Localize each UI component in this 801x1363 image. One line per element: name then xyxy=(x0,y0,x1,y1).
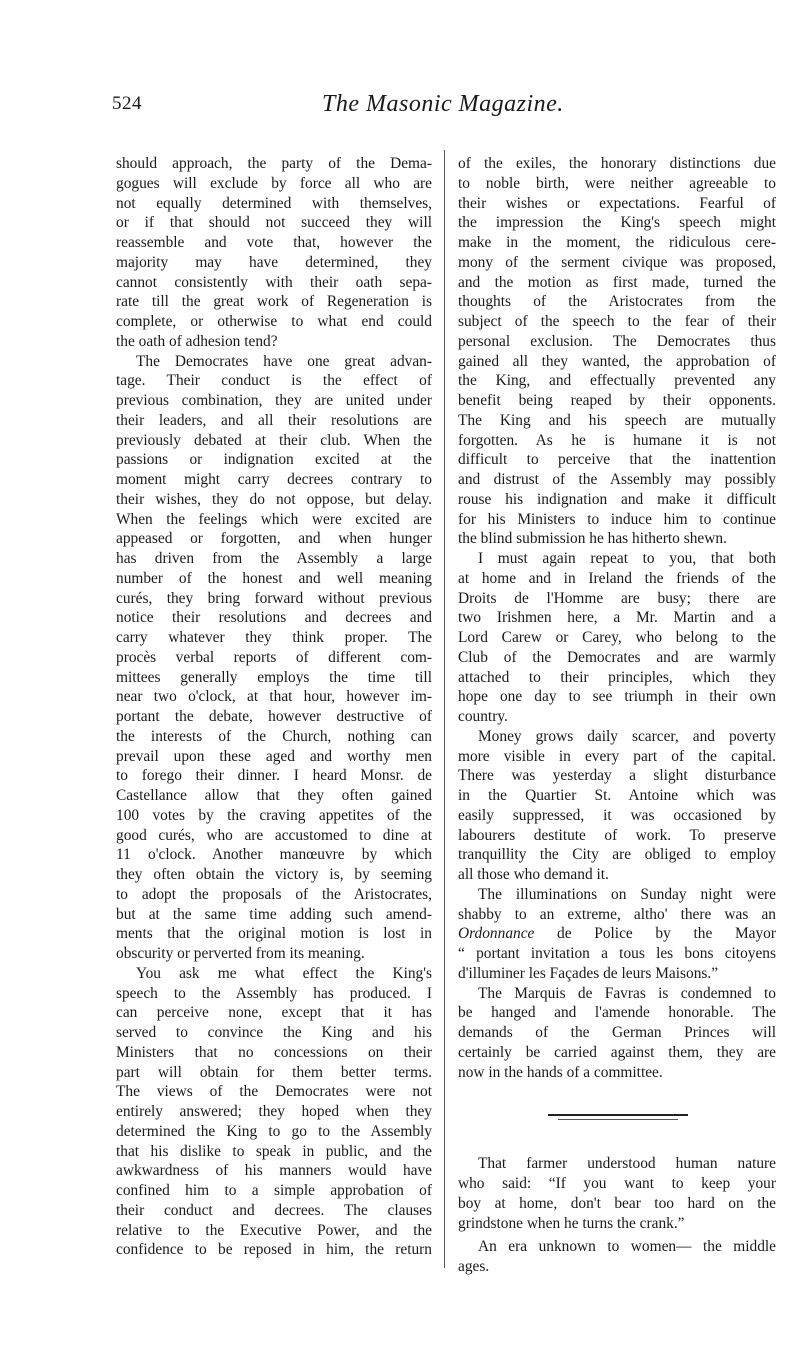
text-line: be hanged and l'amende honorable. The xyxy=(458,1004,776,1022)
text-line: There was yesterday a slight disturbance xyxy=(458,767,776,785)
text-line: and the motion as first made, turned the xyxy=(458,273,776,291)
text-line: complete, or otherwise to what end could xyxy=(116,313,432,330)
text-line: to noble birth, were neither agreeable to xyxy=(458,174,776,192)
text-line: they often obtain the victory is, by seeming xyxy=(116,866,432,883)
text-line: Ordonnance de Police by the Mayor xyxy=(458,925,776,943)
text-line: attached to their principles, which they xyxy=(458,668,776,686)
spacer xyxy=(458,1082,776,1106)
spacer xyxy=(458,1130,776,1154)
text-line: grindstone when he turns the crank.” xyxy=(458,1214,685,1232)
text-line: moment might carry decrees contrary to xyxy=(116,471,432,488)
text-line: good curés, who are accustomed to dine at xyxy=(116,826,432,844)
text-line: ments that the original motion is lost in xyxy=(116,925,432,943)
text-line: entirely answered; they hoped when they xyxy=(116,1103,432,1120)
text-line: can perceive none, except that it has xyxy=(116,1004,432,1022)
text-line: shabby to an extreme, altho' there was an xyxy=(458,905,776,923)
text-line: carry whatever they think proper. The xyxy=(116,629,432,646)
right-column xyxy=(458,154,776,1277)
text-line: near two o'clock, at that hour, however im- xyxy=(116,688,432,706)
text-line: demands of the German Princes will xyxy=(458,1024,776,1041)
page-header xyxy=(112,93,782,127)
text-line: speech to the Assembly has produced. I xyxy=(116,984,432,1002)
text-line: rouse his indignation and make it difficult xyxy=(458,490,776,508)
text-line: obscurity or perverted from its meaning. xyxy=(116,945,365,962)
text-line: their wishes or expectations. Fearful of xyxy=(458,194,776,212)
text-line: but at the same time adding such amend- xyxy=(116,905,432,923)
text-line: the King, and effectually prevented any xyxy=(458,372,776,390)
page-number: 524 xyxy=(112,93,142,114)
text-line: 11 o'clock. Another manœuvre by which xyxy=(116,846,432,864)
text-line: awkwardness of his manners would have xyxy=(116,1162,432,1180)
text-line: for his Ministers to induce him to continue xyxy=(458,510,776,528)
text-line: previously debated at their club. When the xyxy=(116,431,432,449)
text-line: majority may have determined, they xyxy=(116,253,432,271)
text-line: When the feelings which were excited are xyxy=(116,510,432,528)
text-line: Club of the Democrates and are warmly xyxy=(458,648,776,666)
text-line: That farmer understood human nature xyxy=(478,1155,776,1173)
left-column xyxy=(116,154,432,1260)
text-line: The Democrates have one great advan- xyxy=(136,352,432,370)
text-line: not equally determined with themselves, xyxy=(116,194,432,212)
text-line: confined him to a simple approbation of xyxy=(116,1182,432,1199)
text-line: You ask me what effect the King's xyxy=(136,964,432,982)
text-line: prevail upon these aged and worthy men xyxy=(116,747,432,765)
text-line: subject of the speech to the fear of their xyxy=(458,313,776,330)
text-line: Castellance allow that they often gained xyxy=(116,787,432,804)
text-line: cannot consistently with their oath sepa- xyxy=(116,273,432,291)
text-line: in the Quartier St. Antoine which was xyxy=(458,787,776,804)
text-line: mony of the serment civique was proposed, xyxy=(458,253,776,271)
article-continuation xyxy=(458,154,776,1082)
running-title: The Masonic Magazine. xyxy=(322,91,564,117)
text-line: benefit being reaped by their opponents. xyxy=(458,392,776,409)
text-line: who said: “If you want to keep your xyxy=(458,1175,776,1192)
text-line: the impression the King's speech might xyxy=(458,214,776,232)
text-line: Ministers that no concessions on their xyxy=(116,1043,432,1061)
text-line: should approach, the party of the Dema- xyxy=(116,155,432,172)
text-line: curés, they bring forward without previous xyxy=(116,589,432,607)
text-line: easily suppressed, it was occasioned by xyxy=(458,806,776,824)
text-line: two Irishmen here, a Mr. Martin and a xyxy=(458,609,776,627)
text-line: Lord Carew or Carey, who belong to the xyxy=(458,629,776,646)
text-line: or if that should not succeed they will xyxy=(116,214,432,232)
text-line: that his dislike to speak in public, and the xyxy=(116,1142,432,1160)
text-line: to forego their dinner. I heard Monsr. de xyxy=(116,767,432,785)
text-line: portant the debate, however destructive of xyxy=(116,708,432,725)
text-line: appeased or forgotten, and when hunger xyxy=(116,530,432,548)
text-line: served to convince the King and his xyxy=(116,1024,432,1041)
text-line: number of the honest and well meaning xyxy=(116,569,432,587)
text-line: The views of the Democrates were not xyxy=(116,1083,432,1101)
text-line: forgotten. As he is humane it is not xyxy=(458,431,776,449)
text-line: The King and his speech are mutually xyxy=(458,411,776,429)
text-line: the interests of the Church, nothing can xyxy=(116,727,432,745)
text-line: notice their resolutions and decrees and xyxy=(116,609,432,627)
text-line: thoughts of the Aristocrates from the xyxy=(458,293,776,311)
text-line: tage. Their conduct is the effect of xyxy=(116,372,432,390)
text-line: I must again repeat to you, that both xyxy=(478,550,776,567)
text-line: certainly be carried against them, they are xyxy=(458,1043,776,1061)
text-line: 100 votes by the craving appetites of the xyxy=(116,806,432,824)
text-line: Droits de l'Homme are busy; there are xyxy=(458,589,776,607)
text-line: their leaders, and all their resolutions are xyxy=(116,411,432,429)
text-line: has driven from the Assembly a large xyxy=(116,550,432,567)
text-line: personal exclusion. The Democrates thus xyxy=(458,332,776,350)
text-line: The illuminations on Sunday night were xyxy=(478,885,776,903)
text-line: all those who demand it. xyxy=(458,866,609,883)
text-line: determined the King to go to the Assembly xyxy=(116,1122,432,1140)
text-line: Money grows daily scarcer, and poverty xyxy=(478,727,776,745)
text-line: hope one day to see triumph in their own xyxy=(458,688,776,706)
text-line: boy at home, don't bear too hard on the xyxy=(458,1194,776,1212)
text-line: their wishes, they do not oppose, but delay. xyxy=(116,490,432,508)
text-line: now in the hands of a committee. xyxy=(458,1063,663,1081)
text-line: labourers destitute of work. To preserve xyxy=(458,826,776,844)
text-line: An era unknown to women— the middle xyxy=(478,1238,776,1256)
text-line: The Marquis de Favras is condemned to xyxy=(478,984,776,1002)
text-line: difficult to perceive that the inattention xyxy=(458,451,776,469)
text-line: the oath of adhesion tend? xyxy=(116,332,278,350)
text-line: of the exiles, the honorary distinctions due xyxy=(458,155,776,172)
text-line: their conduct and decrees. The clauses xyxy=(116,1201,432,1219)
text-line: the blind submission he has hitherto shewn. xyxy=(458,530,727,548)
text-line: relative to the Executive Power, and the xyxy=(116,1221,432,1239)
text-line: make in the moment, the ridiculous cere- xyxy=(458,234,776,251)
text-line: to adopt the proposals of the Aristocrates, xyxy=(116,885,432,903)
text-line: gogues will exclude by force all who are xyxy=(116,174,432,192)
text-line: rate till the great work of Regeneration is xyxy=(116,293,432,311)
text-line: procès verbal reports of different com- xyxy=(116,648,432,666)
text-line: more visible in every part of the capital. xyxy=(458,747,776,765)
text-line: gained all they wanted, the approbation of xyxy=(458,352,776,370)
text-line: “ portant invitation a tous les bons citoyens xyxy=(458,945,776,962)
text-line: part will obtain for them better terms. xyxy=(116,1063,432,1081)
text-line: reassemble and vote that, however the xyxy=(116,234,432,251)
text-line: at home and in Ireland the friends of the xyxy=(458,569,776,587)
filler-paragraphs xyxy=(458,1154,776,1277)
text-line: tranquillity the City are obliged to employ xyxy=(458,846,776,864)
text-line: mittees generally employs the time till xyxy=(116,668,432,686)
text-line: confidence to be reposed in him, the return xyxy=(116,1241,432,1259)
text-line: passions or indignation excited at the xyxy=(116,451,432,469)
text-line: country. xyxy=(458,708,508,725)
section-divider xyxy=(458,1106,776,1130)
text-line: and distrust of the Assembly may possibly xyxy=(458,471,776,488)
text-line: ages. xyxy=(458,1258,490,1275)
text-line: d'illuminer les Façades de leurs Maisons.” xyxy=(458,964,719,982)
column-rule xyxy=(444,150,445,1268)
text-line: previous combination, they are united under xyxy=(116,392,432,409)
